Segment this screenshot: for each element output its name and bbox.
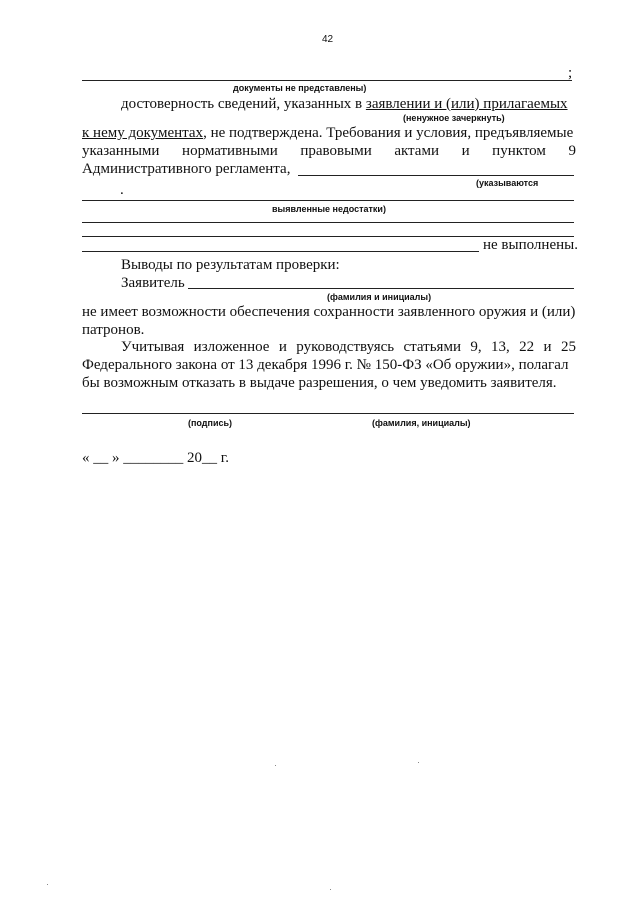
date-year-blank: __	[202, 450, 217, 466]
word: 25	[560, 339, 576, 355]
text-line-admin-regulation: Административного регламента,	[82, 161, 291, 177]
scan-speck	[47, 884, 48, 885]
word: и	[461, 143, 470, 159]
underlined-application-text: заявлении и (или) прилагаемых	[365, 96, 568, 112]
paragraph-line-1	[121, 338, 576, 356]
scan-speck	[418, 762, 419, 763]
word: 22	[519, 339, 535, 355]
page-number: 42	[322, 34, 334, 45]
caption-documents-not-provided: документы не представлены)	[233, 83, 367, 93]
word: актами	[394, 143, 439, 159]
paragraph-line-3: бы возможным отказать в выдаче разрешения, о чем уведомить заявителя.	[82, 375, 557, 391]
blank-line-defects-2	[82, 222, 574, 223]
caption-signature: (подпись)	[188, 418, 233, 428]
underlined-documents-text: к нему документах	[82, 125, 204, 141]
date-year-prefix: 20	[187, 450, 202, 466]
text-line-reliability	[121, 95, 568, 113]
word: статьями	[403, 339, 461, 355]
paragraph-line-2: Федерального закона от 13 декабря 1996 г. № 150-ФЗ «Об оружии», полагал	[82, 357, 569, 373]
text-line-normative-acts	[82, 142, 576, 160]
word: 9	[568, 143, 576, 159]
word: и	[543, 339, 552, 355]
word: Учитывая	[121, 339, 185, 355]
reliability-text: достоверность сведений, указанных в	[121, 96, 366, 112]
caption-strike-unneeded: (ненужное зачеркнуть)	[403, 113, 505, 123]
caption-indicated: (указываются	[476, 178, 539, 188]
word: изложенное	[193, 339, 270, 355]
word: указанными	[82, 143, 160, 159]
conclusion-line-1: не имеет возможности обеспечения сохранности заявленного оружия и (или)	[82, 304, 576, 320]
not-confirmed-text: , не подтверждена. Требования и условия, предъявляемые	[203, 125, 574, 141]
blank-line-regulation	[298, 175, 574, 176]
bullet-mark: .	[120, 182, 124, 198]
word: правовыми	[300, 143, 372, 159]
caption-defects: выявленные недостатки)	[272, 204, 386, 214]
date-day-blank: __	[93, 450, 109, 466]
date-year-suffix: г.	[220, 450, 229, 466]
date-month-blank: ________	[123, 450, 184, 466]
blank-line-documents	[82, 80, 572, 81]
blank-line-defects-4	[82, 251, 479, 252]
word: нормативными	[182, 143, 278, 159]
scan-speck	[275, 765, 276, 766]
blank-line-defects-1	[82, 200, 574, 201]
scan-speck	[330, 889, 331, 890]
caption-name-initials: (фамилия, инициалы)	[372, 418, 471, 428]
word: и	[278, 339, 287, 355]
caption-full-name: (фамилия и инициалы)	[327, 292, 432, 302]
date-line	[82, 449, 229, 467]
date-open-quote: «	[82, 450, 90, 466]
conclusion-line-2: патронов.	[82, 322, 145, 338]
text-line-not-confirmed	[82, 124, 573, 142]
not-fulfilled-text: не выполнены.	[483, 237, 578, 253]
date-close-quote: »	[112, 450, 120, 466]
word: 13,	[491, 339, 510, 355]
signature-line	[82, 413, 574, 414]
word: пунктом	[492, 143, 546, 159]
conclusions-heading: Выводы по результатам проверки:	[121, 257, 340, 273]
applicant-label: Заявитель	[121, 275, 185, 291]
applicant-name-line	[188, 288, 574, 289]
semicolon-mark: ;	[568, 65, 573, 81]
word: руководствуясь	[296, 339, 395, 355]
word: 9,	[470, 339, 482, 355]
